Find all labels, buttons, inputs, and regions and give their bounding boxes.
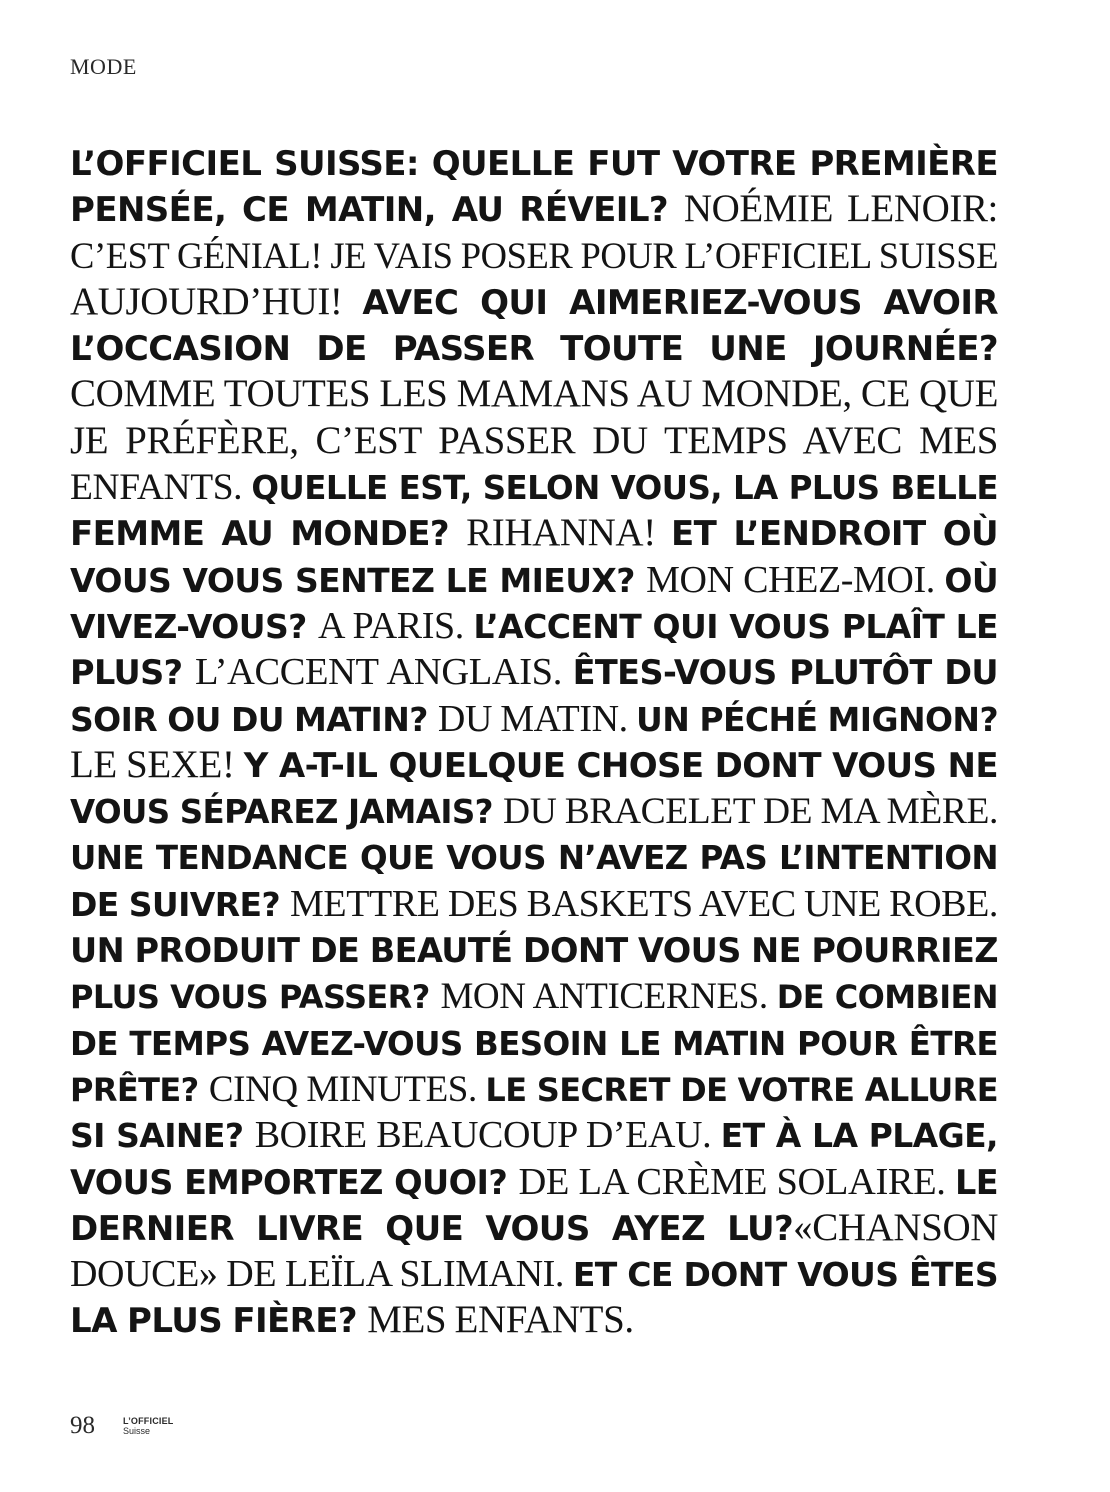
text-line (70, 788, 998, 834)
question-text: SI SAINE? (70, 1116, 255, 1156)
question-text: LE SECRET DE VOTRE ALLURE (485, 1070, 998, 1109)
text-line (70, 1112, 998, 1158)
text-line (70, 927, 998, 973)
page-number: 98 (70, 1412, 95, 1439)
interview-text (70, 140, 998, 1344)
answer-text: «CHANSON (793, 1205, 998, 1249)
text-line (70, 603, 998, 649)
text-line (70, 973, 998, 1019)
answer-text: DU MATIN. (437, 697, 637, 740)
text-line (70, 696, 998, 742)
text-line (70, 233, 998, 279)
answer-text: LE SEXE! (70, 742, 244, 786)
question-text: VOUS SÉPAREZ JAMAIS? (70, 793, 504, 832)
text-line (70, 557, 998, 603)
answer-text: ENFANTS. (70, 467, 252, 509)
question-text: PENSÉE, CE MATIN, AU RÉVEIL? (70, 190, 684, 231)
text-line (70, 464, 998, 510)
question-text: DE SUIVRE? (70, 884, 291, 924)
answer-text: L’ACCENT ANGLAIS. (195, 651, 573, 694)
text-line (70, 371, 998, 417)
question-text: VOUS VOUS SENTEZ LE MIEUX? (70, 560, 647, 600)
text-line (70, 510, 998, 556)
question-text: AVEC QUI AIMERIEZ-VOUS AVOIR (362, 282, 998, 323)
answer-text: BOIRE BEAUCOUP D’EAU. (254, 1114, 721, 1157)
text-line (70, 186, 998, 232)
question-text: ÊTES-VOUS PLUTÔT DU (572, 653, 999, 693)
question-text: LA PLUS FIÈRE? (70, 1301, 368, 1342)
answer-text: RIHANNA! (466, 511, 672, 555)
text-line (70, 1020, 998, 1066)
question-text: OÙ (944, 560, 999, 600)
answer-text: MON ANTICERNES. (440, 976, 777, 1018)
text-line (70, 1251, 998, 1297)
question-text: PRÊTE? (70, 1070, 209, 1109)
question-text: ET CE DONT VOUS ÊTES (572, 1255, 998, 1295)
text-line (70, 742, 998, 788)
answer-text: MES ENFANTS. (367, 1298, 634, 1342)
question-text: Y A-T-IL QUELQUE CHOSE DONT VOUS NE (243, 745, 998, 786)
text-line (70, 834, 998, 880)
question-text: L’OCCASION DE PASSER TOUTE UNE JOURNÉE? (70, 329, 998, 370)
question-text: UNE TENDANCE QUE VOUS N’AVEZ PAS L’INTENTION (70, 839, 998, 878)
text-line (70, 279, 998, 325)
text-line (70, 325, 998, 371)
question-text: FEMME AU MONDE? (70, 514, 467, 555)
question-text: SOIR OU DU MATIN? (70, 699, 438, 739)
answer-text: CINQ MINUTES. (208, 1068, 486, 1110)
answer-text: DE LA CRÈME SOLAIRE. (518, 1160, 955, 1203)
text-line (70, 881, 998, 927)
answer-text: JE PRÉFÈRE, C’EST PASSER DU TEMPS AVEC MES (70, 418, 998, 462)
answer-text: COMME TOUTES LES MAMANS AU MONDE, CE QUE (70, 372, 998, 416)
answer-text: A PARIS. (318, 604, 474, 647)
question-text: UN PÉCHÉ MIGNON? (636, 699, 998, 739)
text-line (70, 418, 998, 464)
answer-text: NOÉMIE LENOIR: (683, 187, 998, 231)
magazine-name: L’OFFICIEL (123, 1416, 174, 1426)
answer-text: C’EST GÉNIAL! JE VAIS POSER POUR L’OFFICIEL SUISSE (70, 234, 998, 276)
text-line (70, 1066, 998, 1112)
question-text: LE (954, 1162, 999, 1202)
question-text: PLUS VOUS PASSER? (70, 978, 441, 1017)
question-text: L’ACCENT QUI VOUS PLAÎT LE (473, 606, 998, 646)
question-text: DE COMBIEN (776, 978, 998, 1017)
question-text: L’OFFICIEL SUISSE: QUELLE FUT VOTRE PREMIÈRE (70, 144, 998, 184)
text-line (70, 649, 998, 695)
question-text: VIVEZ-VOUS? (70, 606, 319, 646)
section-label: MODE (70, 54, 137, 79)
text-line (70, 1297, 998, 1343)
question-text: UN PRODUIT DE BEAUTÉ DONT VOUS NE POURRIEZ (70, 931, 998, 971)
answer-text: METTRE DES BASKETS AVEC UNE ROBE. (290, 882, 998, 925)
question-text: QUELLE EST, SELON VOUS, LA PLUS BELLE (251, 469, 998, 508)
question-text: ET À LA PLAGE, (720, 1116, 998, 1156)
answer-text: DU BRACELET DE MA MÈRE. (503, 791, 998, 833)
answer-text: MON CHEZ-MOI. (646, 558, 945, 601)
question-text: DE TEMPS AVEZ-VOUS BESOIN LE MATIN POUR ÊTRE (70, 1024, 998, 1063)
question-text: DERNIER LIVRE QUE VOUS AYEZ LU? (70, 1208, 794, 1249)
answer-text: AUJOURD’HUI! (70, 279, 363, 323)
text-line (70, 1159, 998, 1205)
page-footer (70, 1412, 174, 1440)
answer-text: DOUCE» DE LEÏLA SLIMANI. (70, 1253, 573, 1296)
question-text: VOUS EMPORTEZ QUOI? (70, 1162, 519, 1202)
text-line (70, 140, 998, 186)
text-line (70, 1205, 998, 1251)
question-text: ET L’ENDROIT OÙ (671, 514, 999, 555)
magazine-logo (123, 1416, 174, 1436)
magazine-edition: Suisse (123, 1426, 151, 1436)
question-text: PLUS? (70, 653, 196, 693)
